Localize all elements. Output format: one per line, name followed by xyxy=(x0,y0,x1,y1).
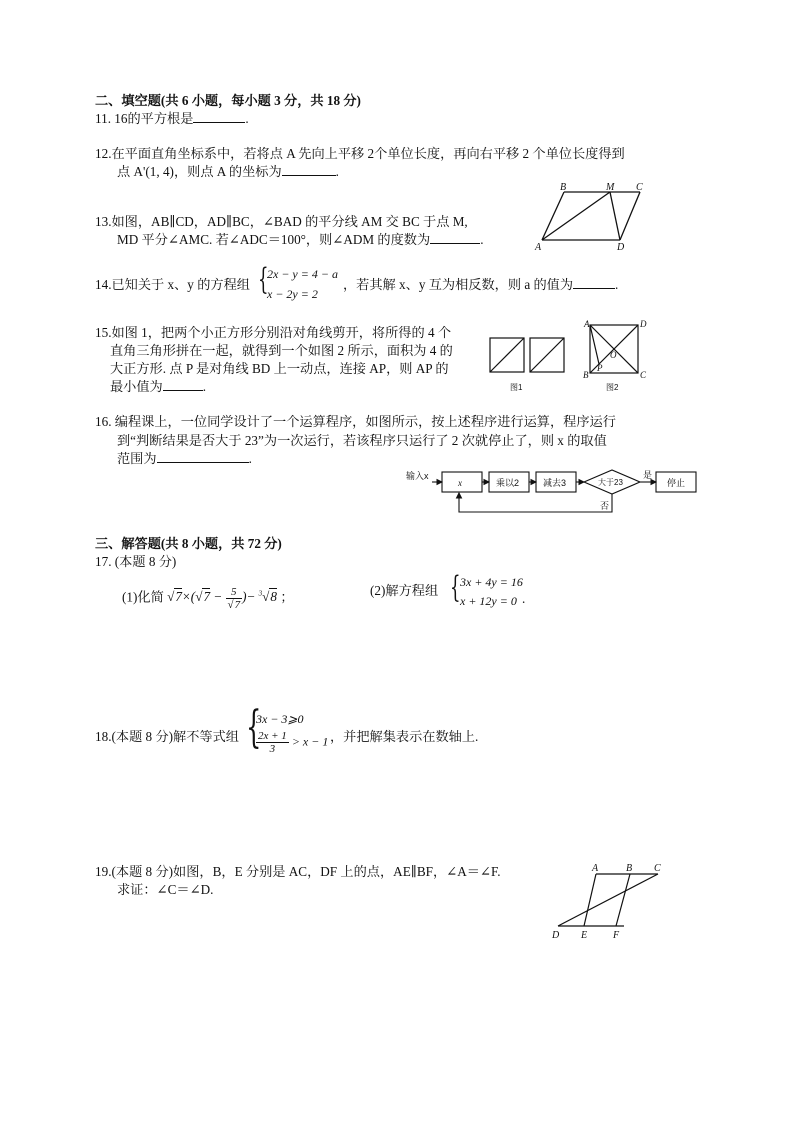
q13-side-DC xyxy=(620,192,640,240)
q19-segment-CD xyxy=(558,874,658,926)
q12-answer-blank xyxy=(282,163,336,176)
q18-prefix: 18.(本题 8 分)解不等式组 xyxy=(95,729,239,744)
q13-parallelogram-figure xyxy=(532,182,650,252)
q18-ineq2-rhs: x − 1 xyxy=(302,734,329,749)
q15-fig2-segment-AP xyxy=(590,325,599,364)
q17-fraction-den: 7 xyxy=(234,598,241,611)
q15-fig1-caption: 图1 xyxy=(510,383,523,392)
q16-label-times2: 乘以2 xyxy=(496,478,520,488)
q15-answer-blank xyxy=(163,378,203,391)
q14-answer-blank xyxy=(573,276,615,289)
q16-box-x xyxy=(442,472,482,492)
q19-label-D: D xyxy=(552,930,560,941)
q17-title: 17. (本题 8 分) xyxy=(95,554,177,569)
q19-label-F: F xyxy=(613,930,620,941)
q17-part2-eq1: 3x + 4y = 16 xyxy=(460,575,523,589)
q13-label-M: M xyxy=(606,182,615,193)
q13-label-B: B xyxy=(560,182,567,193)
q18-ineq2-num: 2x + 1 xyxy=(258,730,287,742)
q13-line2: MD 平分∠AMC. 若∠ADC＝100°，则∠ADM 的度数为 xyxy=(117,232,431,247)
q17-part2-prefix: (2)解方程组 xyxy=(370,583,439,598)
q19-segment-AE xyxy=(584,874,596,926)
q15-fig1-diagonal-left xyxy=(490,338,524,372)
q17-part1-expression: √7×(√7 − $\frac{5}{√7}$ )− $^3$√8 xyxy=(167,585,278,611)
q18-ineq2-den: 3 xyxy=(269,743,276,755)
q17-cbrt8: 8 xyxy=(270,589,278,605)
q19-figure xyxy=(548,862,668,942)
q12-line2: 点 A'(1, 4)，则点 A 的坐标为 xyxy=(117,164,282,179)
q18-ineq2: $\frac{2x + 1}{3}$ > x − 1 xyxy=(258,730,329,755)
q16-flowchart xyxy=(402,466,698,520)
q12-line2-wrap: 点 A'(1, 4)，则点 A 的坐标为 . xyxy=(117,164,339,179)
q16-label-minus3: 减去3 xyxy=(543,478,567,488)
q13-label-A: A xyxy=(535,242,542,252)
q12-line1: 12.在平面直角坐标系中，若将点 A 先向上平移 2个单位长度，再向右平移 2 个单位长度得到 xyxy=(95,146,625,161)
q15-line4: 最小值为 xyxy=(110,379,163,394)
q15-label-C: C xyxy=(640,370,647,380)
q15-label-A: A xyxy=(584,319,590,329)
q18-ineq1: 3x − 3⩾0 xyxy=(256,712,304,726)
q13-label-D: D xyxy=(617,242,625,252)
q15-label-B: B xyxy=(583,370,589,380)
q15-fig1-diagonal-right xyxy=(530,338,564,372)
question-11: 11. 16的平方根是 . xyxy=(95,111,249,126)
q13-answer-blank xyxy=(430,231,480,244)
q16-label-yes: 是 xyxy=(643,470,653,480)
q16-label-x: x xyxy=(458,478,462,488)
q17-sqrt7-b: 7 xyxy=(203,589,211,605)
q19-label-B: B xyxy=(626,863,633,874)
q15-line4-wrap: 最小值为 . xyxy=(110,379,207,394)
q14-prefix: 14.已知关于 x、y 的方程组 xyxy=(95,277,250,292)
q17-part1-suffix: ； xyxy=(280,589,294,605)
q15-label-O: O xyxy=(610,350,617,360)
q11-answer-blank xyxy=(193,110,245,123)
q15-line3: 大正方形. 点 P 是对角线 BD 上一动点，连接 AP，则 AP 的 xyxy=(110,361,449,376)
q16-line3-wrap: 范围为 . xyxy=(117,451,252,466)
q17-part2-eq2: x + 12y = 0 xyxy=(460,594,517,608)
q15-line1: 15.如图 1，把两个小正方形分别沿对角线剪开，将所得的 4 个 xyxy=(95,325,452,340)
q15-label-D: D xyxy=(640,319,647,329)
q17-system-brace: { xyxy=(450,570,461,605)
q18-suffix: ，并把解集表示在数轴上. xyxy=(330,729,479,744)
q16-label-stop: 停止 xyxy=(667,478,686,488)
q16-label-no: 否 xyxy=(600,501,610,511)
q13-label-C: C xyxy=(636,182,643,193)
q17-fraction-num: 5 xyxy=(226,586,243,599)
q19-line2: 求证：∠C＝∠D. xyxy=(117,882,214,897)
section2-heading: 二、填空题(共 6 小题，每小题 3 分，共 18 分) xyxy=(95,93,361,108)
q15-figures xyxy=(486,318,656,394)
q19-label-A: A xyxy=(592,863,599,874)
q16-line3: 范围为 xyxy=(117,451,157,466)
q16-answer-blank xyxy=(157,450,249,463)
q13-segment-AM xyxy=(542,192,610,240)
q13-line2-wrap: MD 平分∠AMC. 若∠ADC＝100°，则∠ADM 的度数为 . xyxy=(117,232,484,247)
q16-line2: 到“判断结果是否大于 23”为一次运行，若该程序只运行了 2 次就停止了，则 x 的取值 xyxy=(117,433,607,448)
q13-line1: 13.如图，AB∥CD，AD∥BC，∠BAD 的平分线 AM 交 BC 于点 M, xyxy=(95,214,468,229)
q16-label-gt23: 大于23 xyxy=(598,478,623,487)
q16-label-input: 输入x xyxy=(406,471,429,481)
q18-system-brace: { xyxy=(246,702,262,753)
q15-label-P: P xyxy=(597,363,603,373)
q19-label-C: C xyxy=(654,863,661,874)
q11-text: 11. 16的平方根是 xyxy=(95,111,194,126)
q14-suffix: ，若其解 x、y 互为相反数，则 a 的值为 xyxy=(343,277,574,292)
q17-part1-prefix: (1)化简 xyxy=(122,589,164,605)
q17-fraction: $\frac{5}{√7}$ xyxy=(227,585,241,611)
q14-suffix-wrap: ，若其解 x、y 互为相反数，则 a 的值为 . xyxy=(343,277,619,292)
q14-system-brace: { xyxy=(258,262,269,297)
q16-loop-back xyxy=(459,493,612,512)
q14-eq1: 2x − y = 4 − a xyxy=(267,267,338,281)
q14-eq2: x − 2y = 2 xyxy=(267,287,318,301)
q15-line2: 直角三角形拼在一起，就得到一个如图 2 所示，面积为 4 的 xyxy=(110,343,453,358)
q19-segment-BF xyxy=(616,874,630,926)
section3-heading: 三、解答题(共 8 小题，共 72 分) xyxy=(95,536,282,551)
q16-line1: 16. 编程课上，一位同学设计了一个运算程序，如图所示，按上述程序进行运算，程序运行 xyxy=(95,414,616,429)
q15-fig2-caption: 图2 xyxy=(606,383,619,392)
q19-line1: 19.(本题 8 分)如图，B，E 分别是 AC，DF 上的点，AE∥BF，∠A＝∠F. xyxy=(95,864,501,879)
q17-part1 xyxy=(122,582,294,611)
q13-segment-MD xyxy=(610,192,620,240)
q17-sqrt7-a: 7 xyxy=(175,589,182,605)
q19-label-E: E xyxy=(581,930,588,941)
